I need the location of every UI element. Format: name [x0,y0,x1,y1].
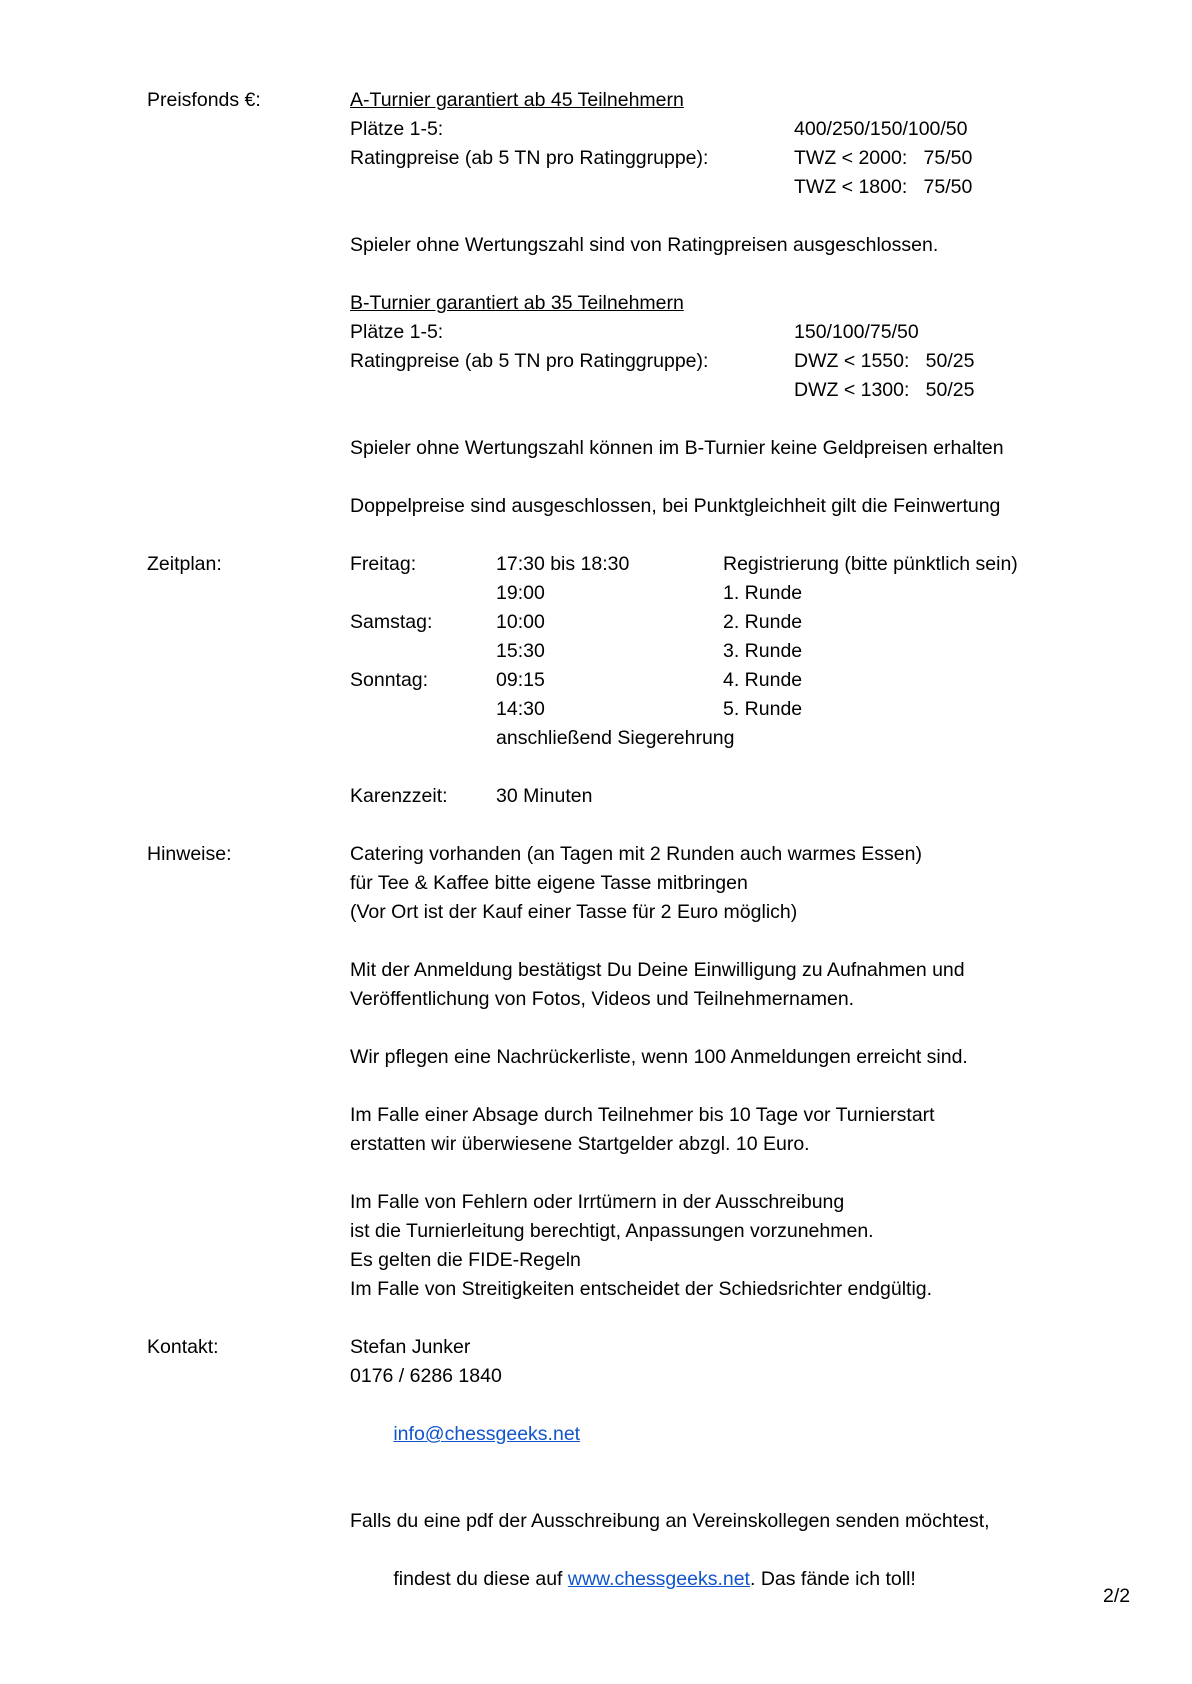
a-turnier-heading: A-Turnier garantiert ab 45 Teilnehmern [350,89,684,111]
prize-desc: Plätze 1-5: [350,118,444,140]
prize-desc: Ratingpreise (ab 5 TN pro Ratinggruppe): [350,350,709,372]
b-turnier-note: Spieler ohne Wertungszahl können im B-Turnier keine Geldpreisen erhalten [350,437,1004,459]
b-turnier-prize-row [147,376,1018,405]
kontakt-name-row [147,1333,1018,1362]
hinweis-line: Im Falle von Streitigkeiten entscheidet der Schiedsrichter endgültig. [350,1278,933,1300]
prize-value: TWZ < 1800: 75/50 [794,176,973,198]
a-turnier-prize-row [147,173,1018,202]
contact-name: Stefan Junker [350,1336,471,1358]
document-body [147,86,1018,1623]
contact-phone: 0176 / 6286 1840 [350,1365,502,1387]
spacer [147,1014,1018,1043]
preisfonds-b-heading-row [147,289,1018,318]
kontakt-label: Kontakt: [147,1336,219,1358]
pdf-note-line [147,1536,1018,1623]
spacer [147,1159,1018,1188]
zeitplan-label: Zeitplan: [147,553,222,575]
hinweis-line: (Vor Ort ist der Kauf einer Tasse für 2 Euro möglich) [350,901,798,923]
hinweis-line: ist die Turnierleitung berechtigt, Anpassungen vorzunehmen. [350,1220,874,1242]
hinweis-line: Veröffentlichung von Fotos, Videos und Teilnehmernamen. [350,988,855,1010]
schedule-time: 19:00 [496,582,545,604]
schedule-time: 09:15 [496,669,545,691]
hinweis-line: erstatten wir überwiesene Startgelder abzgl. 10 Euro. [350,1133,810,1155]
schedule-day: Sonntag: [350,669,429,691]
b-turnier-prize-row [147,347,1018,376]
schedule-day: Samstag: [350,611,433,633]
preisfonds-label: Preisfonds €: [147,89,261,111]
hinweis-line: Es gelten die FIDE-Regeln [350,1249,581,1271]
spacer [147,260,1018,289]
schedule-row [147,637,1018,666]
doppelpreise-note: Doppelpreise sind ausgeschlossen, bei Punktgleichheit gilt die Feinwertung [350,495,1001,517]
hinweis-line: Hinweise: Catering vorhanden (an Tagen mit 2 Runden auch warmes Essen) [147,840,1018,869]
doppelpreise-note-row [147,492,1018,521]
spacer [147,202,1018,231]
schedule-day: Freitag: [350,553,417,575]
spacer [147,463,1018,492]
karenzzeit-row [147,782,1018,811]
schedule-time: 14:30 [496,698,545,720]
hinweise-label: Hinweise: [147,843,232,865]
b-turnier-heading: B-Turnier garantiert ab 35 Teilnehmern [350,292,684,314]
pdf-note-text: findest du diese auf [393,1568,568,1590]
schedule-row [147,550,1018,579]
schedule-desc: 2. Runde [723,611,803,633]
contact-email-link[interactable]: info@chessgeeks.net [393,1423,581,1445]
prize-desc: Plätze 1-5: [350,321,444,343]
preisfonds-a-heading-row [147,86,1018,115]
karenzzeit-value: 30 Minuten [496,785,593,807]
schedule-desc: 1. Runde [723,582,803,604]
pdf-note-text: . Das fände ich toll! [749,1568,916,1590]
spacer [147,521,1018,550]
kontakt-phone-row [147,1362,1018,1391]
schedule-desc: 5. Runde [723,698,803,720]
prize-value: 400/250/150/100/50 [794,118,968,140]
spacer [147,811,1018,840]
schedule-row [147,579,1018,608]
schedule-time: 10:00 [496,611,545,633]
schedule-row [147,695,1018,724]
schedule-time: 17:30 bis 18:30 [496,553,630,575]
kontakt-email-row [147,1391,1018,1478]
prize-value: 150/100/75/50 [794,321,919,343]
pdf-note-line: Falls du eine pdf der Ausschreibung an Vereinskollegen senden möchtest, [350,1510,990,1532]
spacer [147,1304,1018,1333]
spacer [147,1478,1018,1507]
hinweis-line: für Tee & Kaffee bitte eigene Tasse mitbringen [350,872,748,894]
prize-desc: Ratingpreise (ab 5 TN pro Ratinggruppe): [350,147,709,169]
a-turnier-prize-row [147,144,1018,173]
schedule-desc: 3. Runde [723,640,803,662]
spacer [147,753,1018,782]
schedule-desc: Registrierung (bitte pünktlich sein) [723,553,1018,575]
schedule-time: 15:30 [496,640,545,662]
a-turnier-note-row [147,231,1018,260]
spacer [147,1072,1018,1101]
prize-value: DWZ < 1300: 50/25 [794,379,975,401]
prize-value: DWZ < 1550: 50/25 [794,350,975,372]
a-turnier-note: Spieler ohne Wertungszahl sind von Ratingpreisen ausgeschlossen. [350,234,939,256]
hinweis-line: Im Falle von Fehlern oder Irrtümern in der Ausschreibung [350,1191,845,1213]
hinweis-line: Mit der Anmeldung bestätigst Du Deine Einwilligung zu Aufnahmen und [350,959,965,981]
prize-value: TWZ < 2000: 75/50 [794,147,973,169]
b-turnier-prize-row [147,318,1018,347]
b-turnier-note-row [147,434,1018,463]
spacer [147,927,1018,956]
schedule-desc: 4. Runde [723,669,803,691]
schedule-row [147,608,1018,637]
spacer [147,405,1018,434]
schedule-row [147,666,1018,695]
hinweis-line: Im Falle einer Absage durch Teilnehmer bis 10 Tage vor Turnierstart [350,1104,935,1126]
page-number: 2/2 [1103,1585,1131,1607]
schedule-time: anschließend Siegerehrung [496,727,735,749]
a-turnier-prize-row [147,115,1018,144]
schedule-row [147,724,1018,753]
karenzzeit-label: Karenzzeit: [350,785,448,807]
website-link[interactable]: www.chessgeeks.net [567,1568,750,1590]
hinweis-line: Wir pflegen eine Nachrückerliste, wenn 100 Anmeldungen erreicht sind. [350,1046,968,1068]
